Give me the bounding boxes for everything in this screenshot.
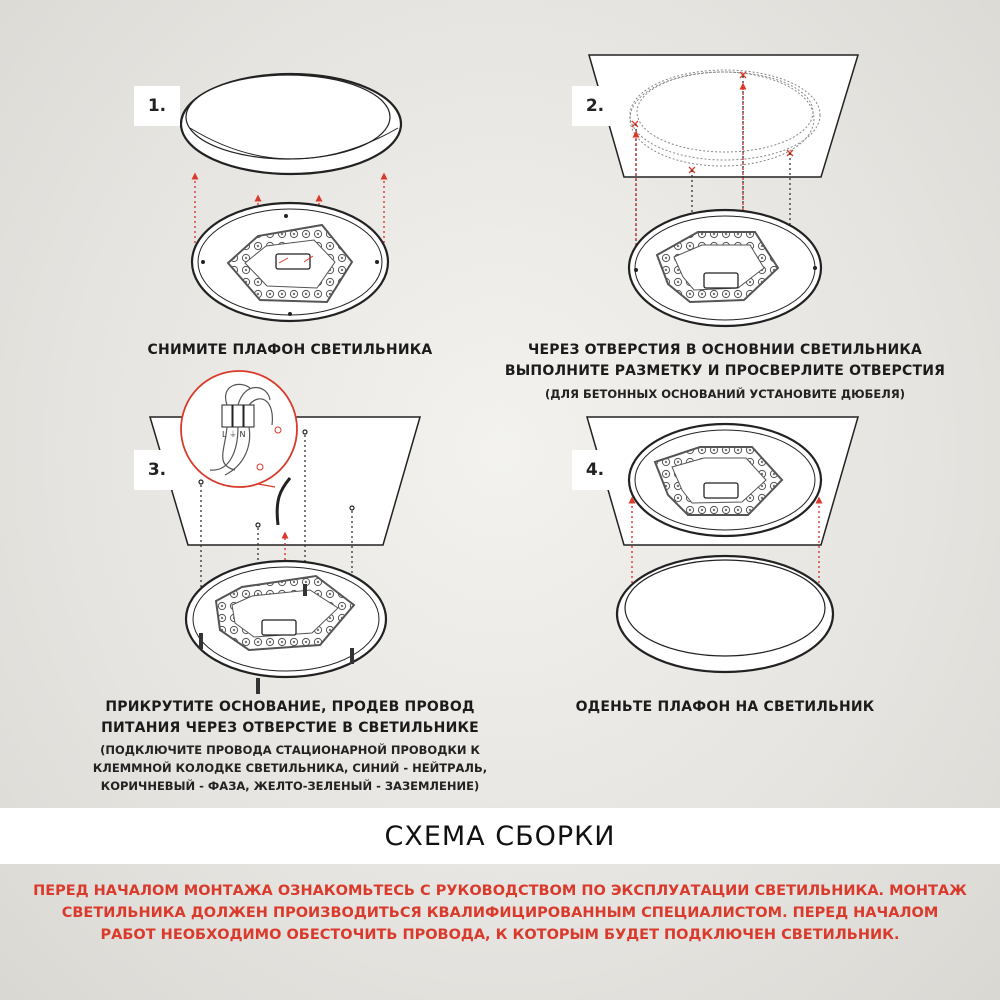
step-3-note-line-3: КОРИЧНЕВЫЙ - ФАЗА, ЖЕЛТО-ЗЕЛЕНЫЙ - ЗАЗЕМЛЕНИЕ) (100, 779, 480, 793)
step-1-illustration (181, 74, 401, 321)
diffuser-dome-4 (617, 556, 833, 672)
led-base (192, 203, 388, 321)
led-base-3 (186, 561, 386, 677)
warning-line-2: СВЕТИЛЬНИКА ДОЛЖЕН ПРОИЗВОДИТЬСЯ КВАЛИФИЦИРОВАННЫМ СПЕЦИАЛИСТОМ. ПЕРЕД НАЧАЛОМ (61, 905, 939, 921)
warning-text (30, 880, 970, 946)
mounted-base (629, 424, 821, 536)
ceiling-plane (589, 55, 858, 177)
led-base-2 (629, 210, 821, 326)
warning-line-3: РАБОТ НЕОБХОДИМО ОБЕСТОЧИТЬ ПРОВОДА, К КОТОРЫМ БУДЕТ ПОДКЛЮЧЕН СВЕТИЛЬНИК. (100, 927, 900, 943)
step-1-number: 1. (134, 86, 180, 126)
warning-line-1: ПЕРЕД НАЧАЛОМ МОНТАЖА ОЗНАКОМЬТЕСЬ С РУКОВОДСТВОМ ПО ЭКСПЛУАТАЦИИ СВЕТИЛЬНИКА. МОНТАЖ (33, 883, 967, 899)
step-2-caption-line-2: ВЫПОЛНИТЕ РАЗМЕТКУ И ПРОСВЕРЛИТЕ ОТВЕРСТИЯ (504, 363, 946, 379)
step-2-note: (ДЛЯ БЕТОННЫХ ОСНОВАНИЙ УСТАНОВИТЕ ДЮБЕЛЯ) (545, 387, 905, 401)
step-2-caption-line-1: ЧЕРЕЗ ОТВЕРСТИЯ В ОСНОВНИИ СВЕТИЛЬНИКА (527, 342, 923, 358)
step-3-caption-line-1: ПРИКРУТИТЕ ОСНОВАНИЕ, ПРОДЕВ ПРОВОД (105, 699, 475, 715)
step-4-caption: ОДЕНЬТЕ ПЛАФОН НА СВЕТИЛЬНИК (575, 699, 875, 715)
diffuser-dome (181, 74, 401, 174)
step-3-note (60, 741, 520, 795)
step-3-caption (70, 697, 510, 739)
step-1-caption: СНИМИТЕ ПЛАФОН СВЕТИЛЬНИКА (147, 342, 433, 358)
step-4-illustration (587, 417, 858, 672)
terminal-labels: L ⏚ N (222, 430, 246, 439)
step-2-number: 2. (572, 86, 618, 126)
step-3-number: 3. (134, 450, 180, 490)
step-3-note-line-1: (ПОДКЛЮЧИТЕ ПРОВОДА СТАЦИОНАРНОЙ ПРОВОДКИ К (100, 743, 480, 757)
step-2-caption (500, 340, 950, 382)
page-title: СХЕМА СБОРКИ (0, 808, 1000, 864)
step-3-illustration (150, 371, 420, 694)
step-2-illustration (589, 55, 858, 326)
step-4-number: 4. (572, 450, 618, 490)
step-3-caption-line-2: ПИТАНИЯ ЧЕРЕЗ ОТВЕРСТИЕ В СВЕТИЛЬНИКЕ (101, 720, 479, 736)
step-3-note-line-2: КЛЕММНОЙ КОЛОДКЕ СВЕТИЛЬНИКА, СИНИЙ - НЕЙТРАЛЬ, (92, 761, 488, 775)
